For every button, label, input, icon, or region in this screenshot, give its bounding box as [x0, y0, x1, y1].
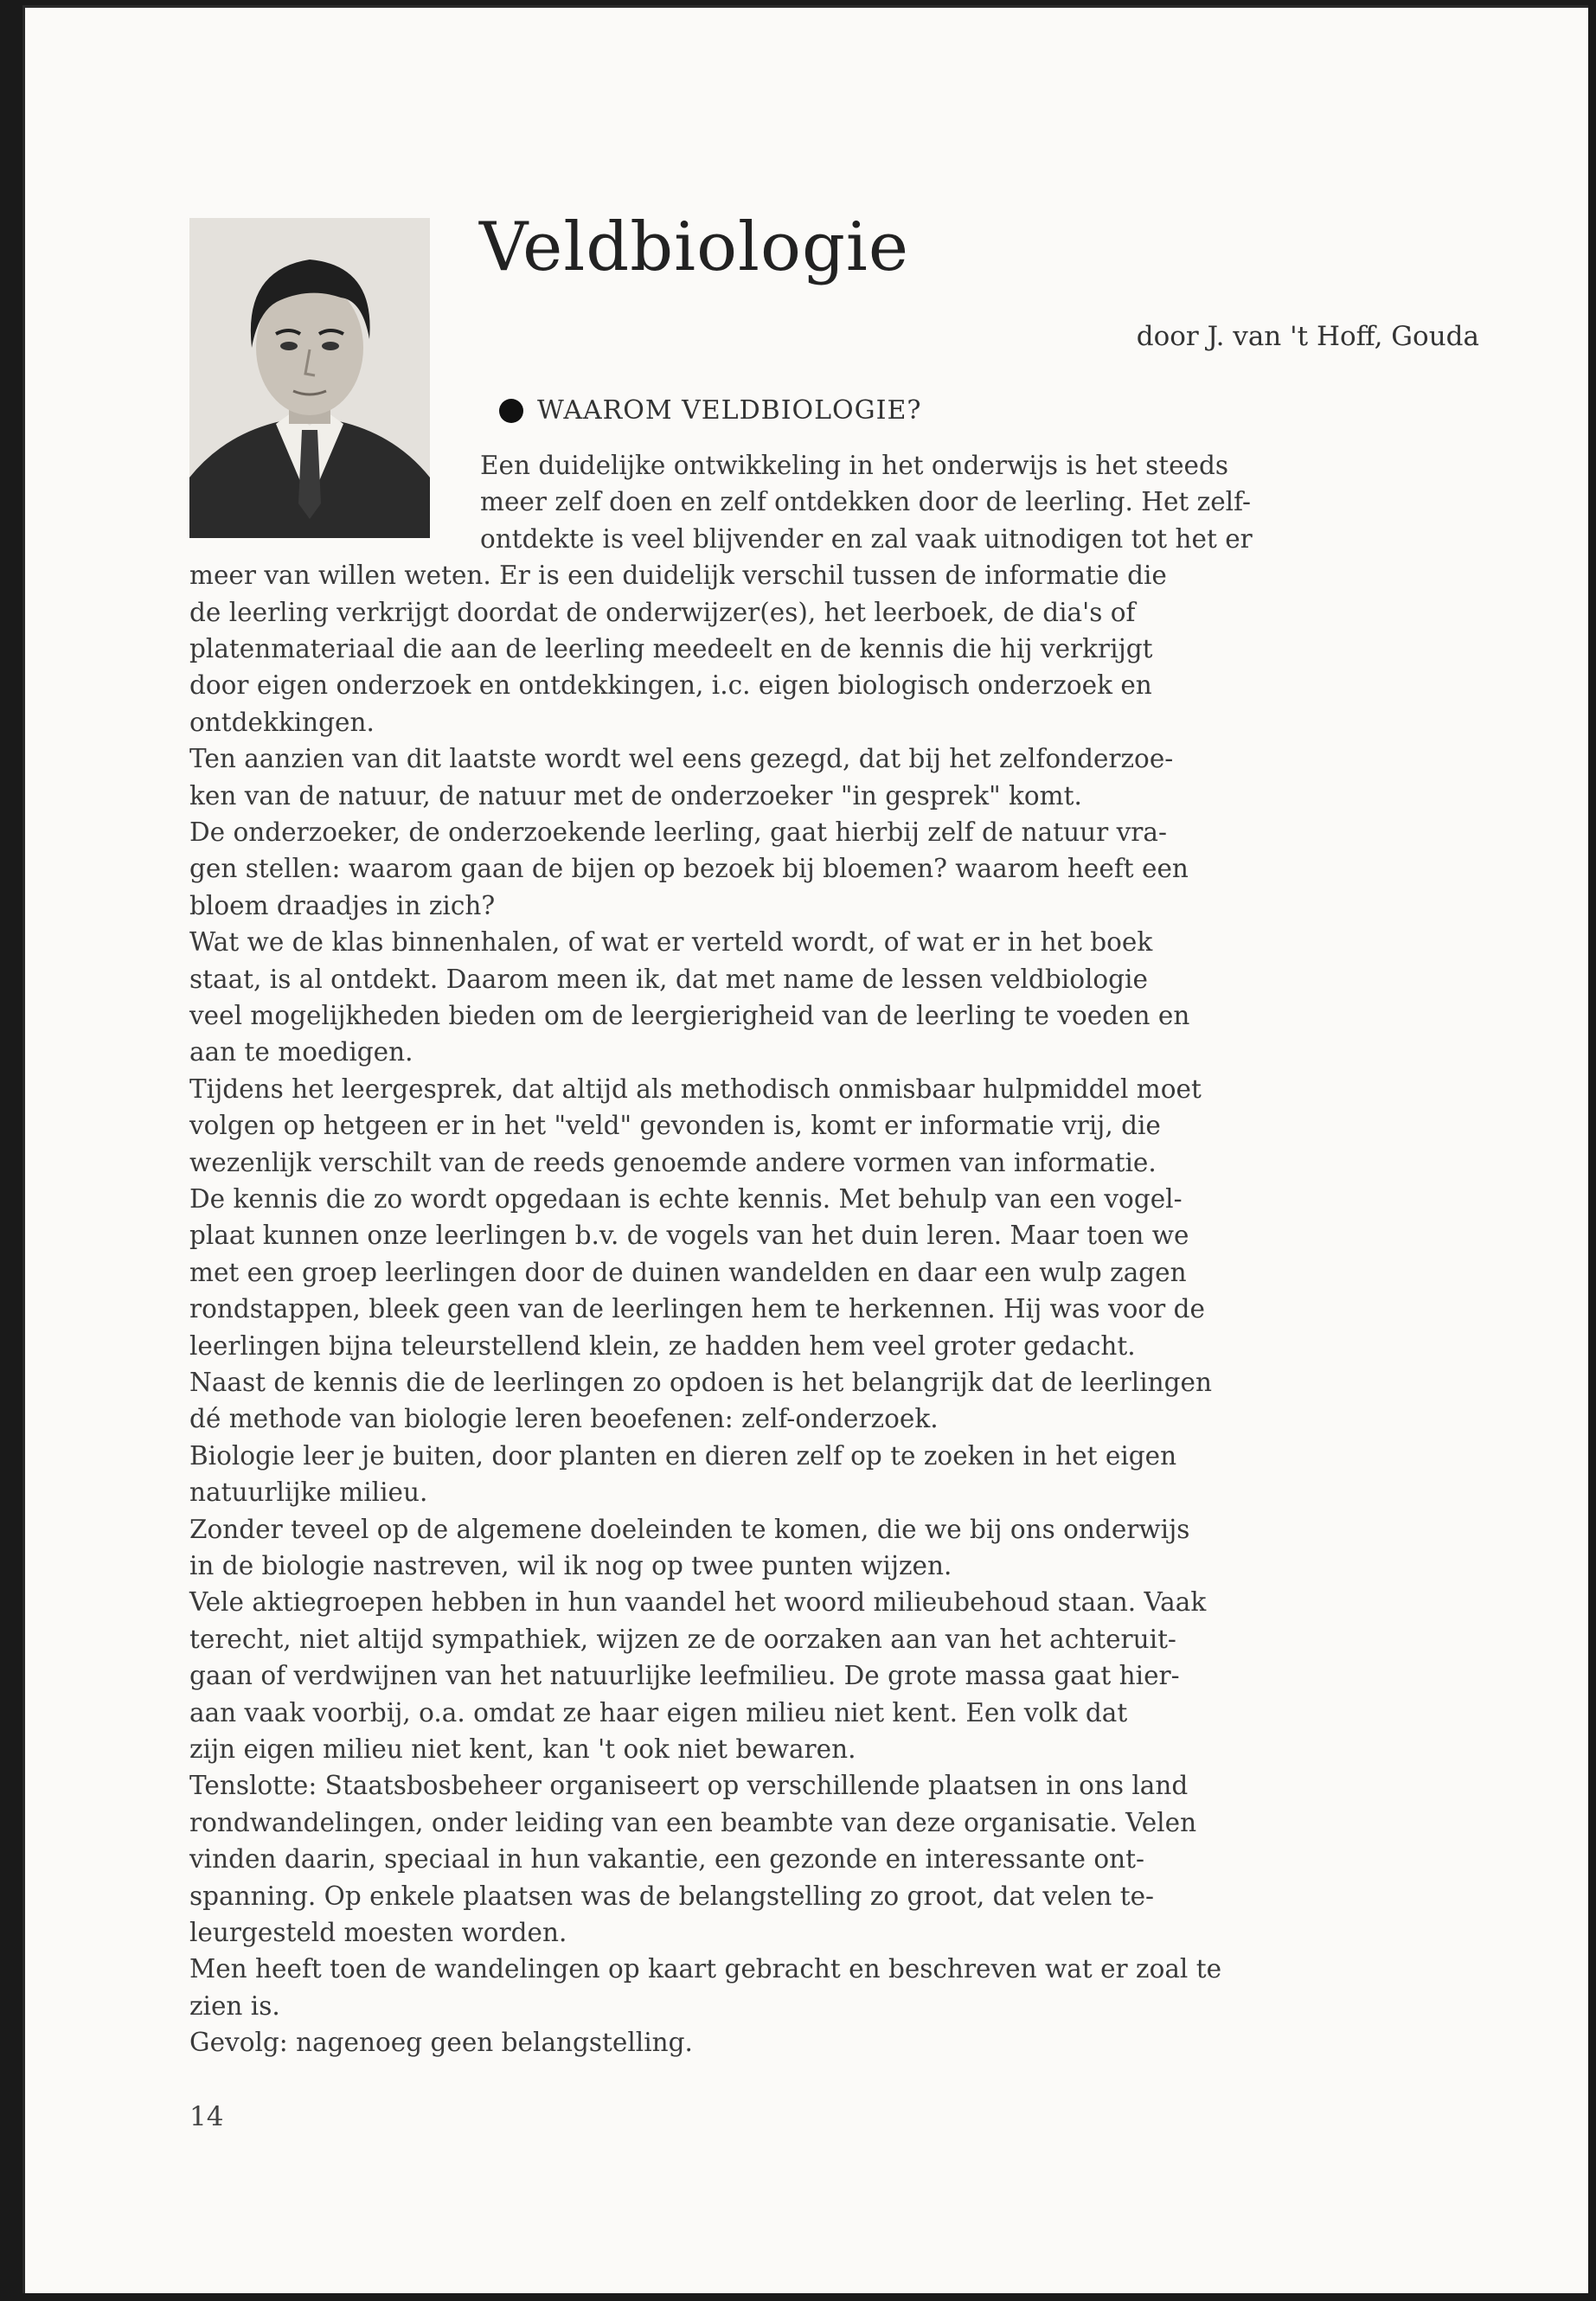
- section-heading: [499, 395, 921, 426]
- section-heading-text: WAAROM VELDBIOLOGIE?: [537, 395, 922, 426]
- body-line: spanning. Op enkele plaatsen was de belangstelling zo groot, dat velen te-: [189, 1881, 1155, 1911]
- portrait-image: [189, 218, 430, 538]
- body-line: met een groep leerlingen door de duinen wandelden en daar een wulp zagen: [189, 1257, 1187, 1287]
- body-line: aan te moedigen.: [189, 1037, 413, 1067]
- body-line: Men heeft toen de wandelingen op kaart gebracht en beschreven wat er zoal te: [189, 1954, 1222, 1984]
- body-line: rondwandelingen, onder leiding van een beambte van deze organisatie. Velen: [189, 1807, 1197, 1837]
- body-line: ontdekte is veel blijvender en zal vaak uitnodigen tot het er: [480, 523, 1253, 554]
- body-line: De onderzoeker, de onderzoekende leerling, gaat hierbij zelf de natuur vra-: [189, 817, 1167, 847]
- article-title: Veldbiologie: [479, 208, 909, 286]
- body-line: Tijdens het leergesprek, dat altijd als methodisch onmisbaar hulpmiddel moet: [189, 1074, 1202, 1104]
- author-byline: door J. van 't Hoff, Gouda: [1136, 321, 1479, 352]
- body-line: Vele aktiegroepen hebben in hun vaandel het woord milieubehoud staan. Vaak: [189, 1587, 1207, 1618]
- body-line: leerlingen bijna teleurstellend klein, ze hadden hem veel groter gedacht.: [189, 1330, 1136, 1361]
- body-line: ken van de natuur, de natuur met de onderzoeker "in gesprek" komt.: [189, 780, 1082, 811]
- body-line: Zonder teveel op de algemene doeleinden te komen, die we bij ons onderwijs: [189, 1514, 1190, 1544]
- body-line: terecht, niet altijd sympathiek, wijzen ze de oorzaken aan van het achteruit-: [189, 1624, 1176, 1654]
- body-line: volgen op hetgeen er in het "veld" gevonden is, komt er informatie vrij, die: [189, 1111, 1161, 1141]
- body-line: gen stellen: waarom gaan de bijen op bezoek bij bloemen? waarom heeft een: [189, 854, 1189, 884]
- body-line: Ten aanzien van dit laatste wordt wel eens gezegd, dat bij het zelfonderzoe-: [189, 744, 1174, 774]
- body-line: dé methode van biologie leren beoefenen: zelf-onderzoek.: [189, 1404, 939, 1434]
- body-line: veel mogelijkheden bieden om de leergierigheid van de leerling te voeden en: [189, 1001, 1190, 1030]
- page-number: 14: [189, 2101, 224, 2132]
- body-line: bloem draadjes in zich?: [189, 890, 496, 920]
- body-line: Wat we de klas binnenhalen, of wat er verteld wordt, of wat er in het boek: [189, 927, 1153, 958]
- author-portrait: [189, 218, 430, 538]
- body-line: vinden daarin, speciaal in hun vakantie, een gezonde en interessante ont-: [189, 1844, 1144, 1875]
- body-line: zien is.: [189, 1990, 280, 2021]
- body-line: ontdekkingen.: [189, 707, 375, 737]
- body-line: Gevolg: nagenoeg geen belangstelling.: [189, 2028, 693, 2058]
- body-line: De kennis die zo wordt opgedaan is echte kennis. Met behulp van een vogel-: [189, 1184, 1183, 1214]
- body-line: leurgesteld moesten worden.: [189, 1918, 567, 1947]
- body-line: Biologie leer je buiten, door planten en dieren zelf op te zoeken in het eigen: [189, 1440, 1177, 1471]
- body-line: meer zelf doen en zelf ontdekken door de leerling. Het zelf-: [480, 487, 1251, 517]
- page: [22, 5, 1588, 2293]
- body-line: Een duidelijke ontwikkeling in het onderwijs is het steeds: [480, 451, 1229, 480]
- body-line: gaan of verdwijnen van het natuurlijke leefmilieu. De grote massa gaat hier-: [189, 1661, 1180, 1691]
- body-line: natuurlijke milieu.: [189, 1477, 428, 1508]
- body-line: wezenlijk verschilt van de reeds genoemde andere vormen van informatie.: [189, 1147, 1157, 1177]
- body-line: Naast de kennis die de leerlingen zo opdoen is het belangrijk dat de leerlingen: [189, 1368, 1212, 1397]
- body-line: staat, is al ontdekt. Daarom meen ik, dat met name de lessen veldbiologie: [189, 964, 1148, 994]
- body-line: rondstappen, bleek geen van de leerlingen hem te herkennen. Hij was voor de: [189, 1294, 1206, 1324]
- body-line: Tenslotte: Staatsbosbeheer organiseert op verschillende plaatsen in ons land: [189, 1771, 1189, 1801]
- body-line: door eigen onderzoek en ontdekkingen, i.c. eigen biologisch onderzoek en: [189, 670, 1152, 701]
- body-line: aan vaak voorbij, o.a. omdat ze haar eigen milieu niet kent. Een volk dat: [189, 1697, 1128, 1727]
- bullet-icon: [499, 399, 523, 423]
- body-line: in de biologie nastreven, wil ik nog op twee punten wijzen.: [189, 1551, 952, 1580]
- body-line: de leerling verkrijgt doordat de onderwijzer(es), het leerboek, de dia's of: [189, 597, 1136, 627]
- body-line: meer van willen weten. Er is een duidelijk verschil tussen de informatie die: [189, 561, 1167, 591]
- body-line: platenmateriaal die aan de leerling meedeelt en de kennis die hij verkrijgt: [189, 634, 1153, 663]
- body-line: plaat kunnen onze leerlingen b.v. de vogels van het duin leren. Maar toen we: [189, 1221, 1189, 1251]
- body-line: zijn eigen milieu niet kent, kan 't ook niet bewaren.: [189, 1734, 856, 1764]
